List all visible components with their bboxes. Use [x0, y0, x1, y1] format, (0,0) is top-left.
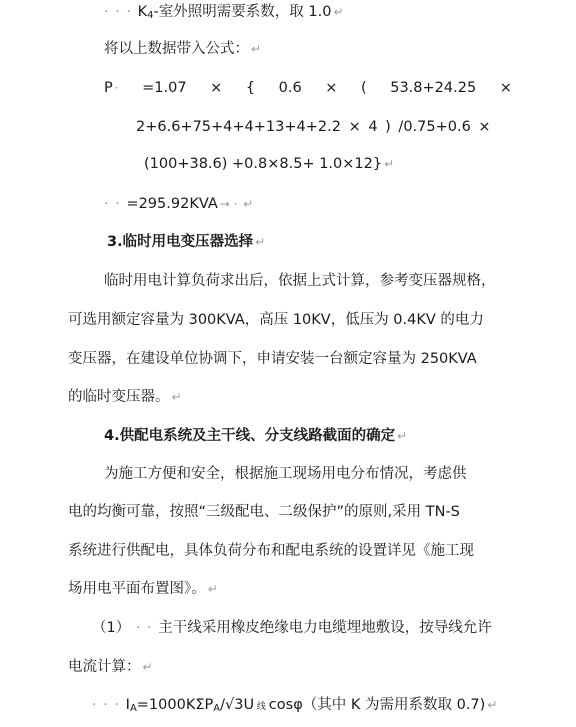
- formula-line-2-text: 2+6.6+75+4+4+13+4+2.2 × 4 ) /0.75+0.6 ×: [136, 119, 491, 135]
- formula-coef: =1.07: [142, 80, 187, 96]
- para1-line-4: [68, 386, 576, 408]
- para2-line-2: [68, 501, 576, 523]
- leader-dots: · ·: [104, 196, 127, 212]
- formula-line-3-text: (100+38.6) +0.8×8.5+ 1.0×12}: [144, 156, 383, 172]
- ia-formula-sqrt: /√3U: [220, 697, 255, 713]
- result-value: =295.92KVA: [126, 196, 218, 212]
- paragraph-mark-icon: ↵: [487, 698, 498, 712]
- ia-formula-mid: =1000KΣP: [136, 697, 214, 713]
- para2-line-3: [68, 540, 576, 562]
- formula-line-3: [144, 153, 576, 175]
- formula-line-1: [104, 77, 512, 99]
- item-1-cont-text: 电流计算：: [68, 659, 141, 675]
- formula-intro-text: 将以上数据带入公式：: [104, 41, 249, 57]
- k4-line: [104, 1, 576, 23]
- para1-line-2: [68, 309, 576, 331]
- i-symbol: I: [125, 697, 130, 713]
- paren-open: (: [361, 80, 367, 96]
- leader-dots: · · ·: [104, 4, 138, 20]
- paragraph-mark-icon: ↵: [397, 429, 408, 443]
- line-subscript: 线: [254, 702, 269, 712]
- item-1: [92, 617, 576, 639]
- heading-4-text: 4.供配电系统及主干线、分支线路截面的确定: [104, 428, 396, 444]
- times-2: ×: [325, 80, 338, 96]
- para2-line-1: [104, 463, 576, 485]
- item-1-number: （1）: [92, 620, 131, 636]
- item-1-text: 主干线采用橡皮绝缘电力电缆埋地敷设，按导线允许: [158, 620, 492, 636]
- formula-value-2: 53.8+24.25: [390, 80, 477, 96]
- brace-open: {: [245, 80, 256, 96]
- para2-line-4: [68, 578, 576, 600]
- p-subscript: A: [213, 703, 221, 714]
- paragraph-mark-icon: ↵: [171, 390, 182, 404]
- formula-p: P ·: [104, 80, 119, 96]
- paragraph-mark-icon: ↵: [384, 157, 395, 171]
- paragraph-mark-icon: ↵: [251, 42, 262, 56]
- item-1-continuation: [68, 656, 576, 678]
- result-line: [104, 193, 576, 215]
- para1-text-2: 可选用额定容量为 300KVA，高压 10KV，低压为 0.4KV 的电力: [68, 312, 484, 328]
- formula-intro: [104, 38, 576, 60]
- ia-formula-tail: cosφ（其中 K 为需用系数取 0.7): [268, 697, 486, 713]
- para2-text-3: 系统进行供配电，具体负荷分布和配电系统的设置详见《施工现: [68, 543, 474, 559]
- paragraph-mark-icon: ↵: [243, 197, 254, 211]
- formula-value-1: 0.6: [278, 80, 302, 96]
- leader-dots: · ·: [130, 620, 159, 636]
- ia-formula: [92, 694, 576, 716]
- paragraph-mark-icon: ↵: [333, 5, 344, 19]
- para1-line-1: [104, 270, 576, 292]
- para2-text-2: 电的均衡可靠，按照“三级配电、二级保护”的原则,采用 TN-S: [68, 504, 460, 520]
- paragraph-mark-icon: ↵: [255, 235, 266, 249]
- k4-text: -室外照明需要系数，取 1.0: [153, 4, 332, 20]
- k-subscript: 4: [147, 10, 154, 21]
- para1-text-3: 变压器，在建设单位协调下，申请安装一台额定容量为 250KVA: [68, 351, 477, 367]
- tab-arrow-icon: → ·: [219, 197, 242, 211]
- times-1: ×: [210, 80, 223, 96]
- section-heading-3: [107, 231, 576, 253]
- formula-line-2: [136, 116, 576, 138]
- para2-text-1: 为施工方便和安全，根据施工现场用电分布情况，考虑供: [104, 466, 467, 482]
- i-subscript: A: [129, 703, 137, 714]
- times-3: ×: [499, 80, 512, 96]
- para2-text-4: 场用电平面布置图》。: [68, 581, 206, 597]
- paragraph-mark-icon: ↵: [142, 660, 153, 674]
- section-heading-4: [104, 425, 576, 447]
- p-symbol: P: [104, 80, 113, 96]
- leader-dots: · · ·: [92, 697, 126, 713]
- para1-text-1: 临时用电计算负荷求出后，依据上式计算，参考变压器规格，: [104, 273, 496, 289]
- heading-3-text: 3.临时用电变压器选择: [107, 234, 254, 250]
- para1-line-3: [68, 348, 576, 370]
- paragraph-mark-icon: ↵: [207, 582, 218, 596]
- k-symbol: K: [137, 4, 148, 20]
- para1-text-4: 的临时变压器。: [68, 389, 170, 405]
